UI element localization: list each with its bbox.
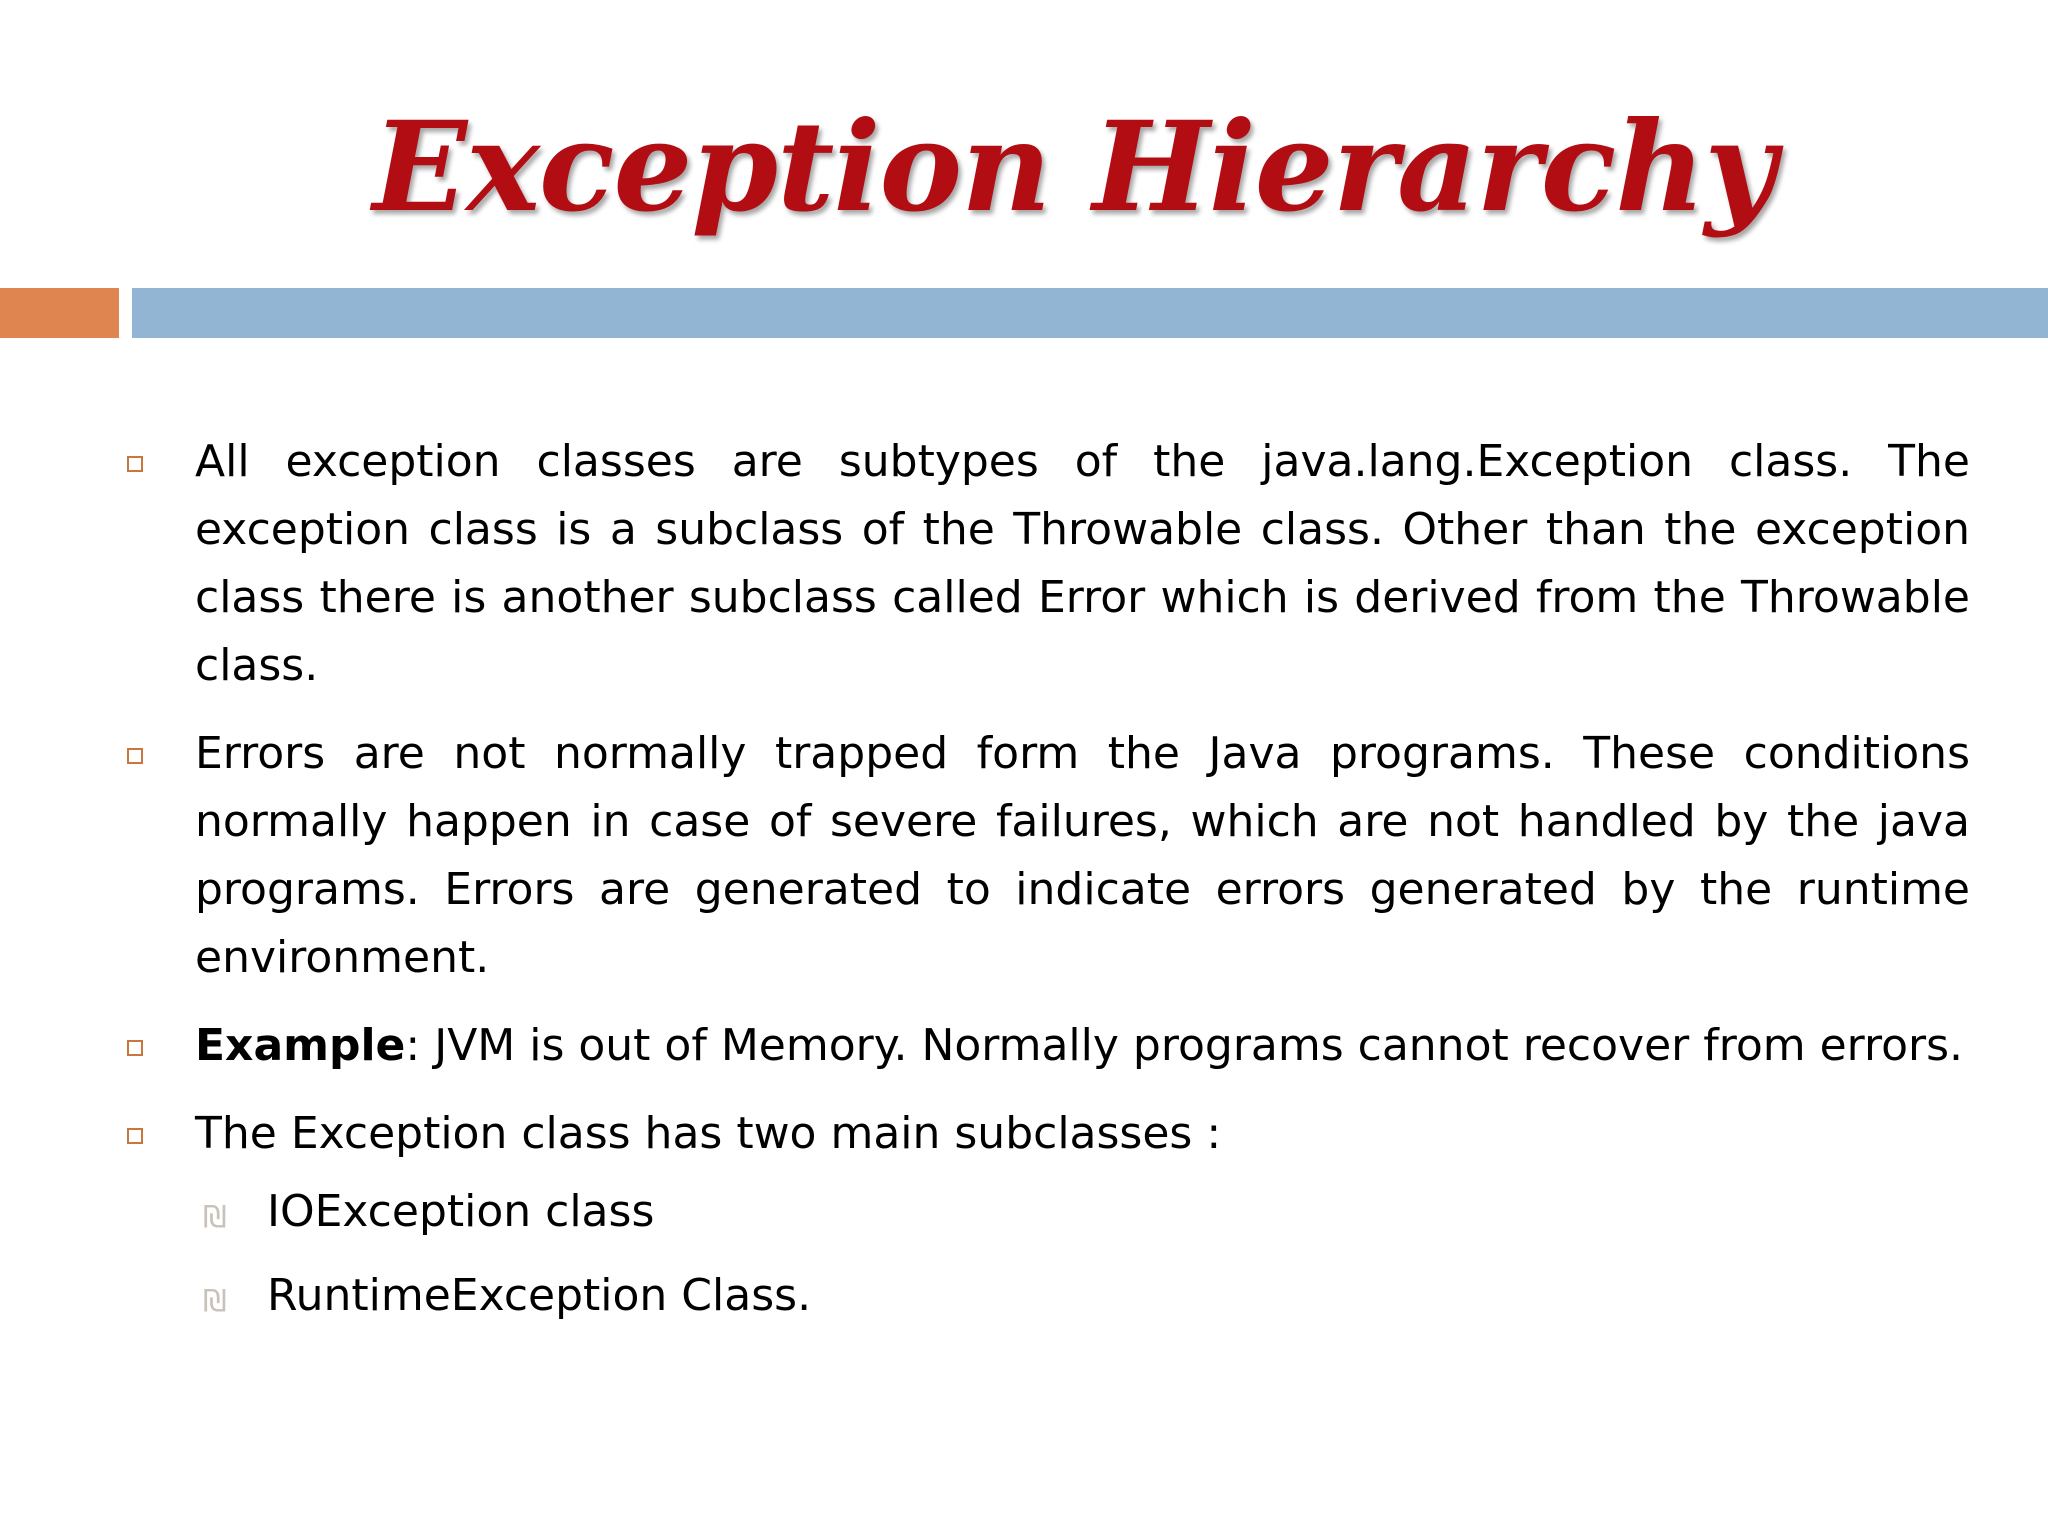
sub-bullet-icon: ₪ [203,1200,227,1235]
sub-bullet-item [203,1178,1970,1246]
square-bullet-icon [127,748,143,764]
slide-body [195,428,1970,1346]
example-text: : JVM is out of Memory. Normally programs cannot recover from errors. [405,1020,1964,1071]
sub-bullet-text: RuntimeException Class. [267,1270,812,1321]
square-bullet-icon [127,1040,143,1056]
square-bullet-icon [127,1128,143,1144]
bullet-text: All exception classes are subtypes of the java.lang.Exception class. The exception class is a subclass of the Throwable class. Other than the exception class there is another subclass called Error which is derived from the Throwable class. [195,436,1970,691]
sub-bullet-item [203,1262,1970,1330]
bullet-text: Errors are not normally trapped form the Java programs. These conditions normally happen in case of severe failures, which are not handled by the java programs. Errors are generated to indicate errors generated by the runtime environment. [195,728,1970,983]
bullet-text: The Exception class has two main subclasses : [195,1108,1222,1159]
accent-bar-orange [0,288,119,338]
sub-bullet-text: IOException class [267,1186,655,1237]
bullet-item-subclasses [195,1100,1970,1168]
square-bullet-icon [127,456,143,472]
example-label: Example [195,1020,406,1071]
accent-bar-blue [132,288,2048,338]
bullet-item [195,428,1970,700]
bullet-item-example [195,1012,1970,1080]
sub-bullet-icon: ₪ [203,1284,227,1319]
slide-title: Exception Hierarchy [372,95,1776,240]
bullet-item [195,720,1970,992]
